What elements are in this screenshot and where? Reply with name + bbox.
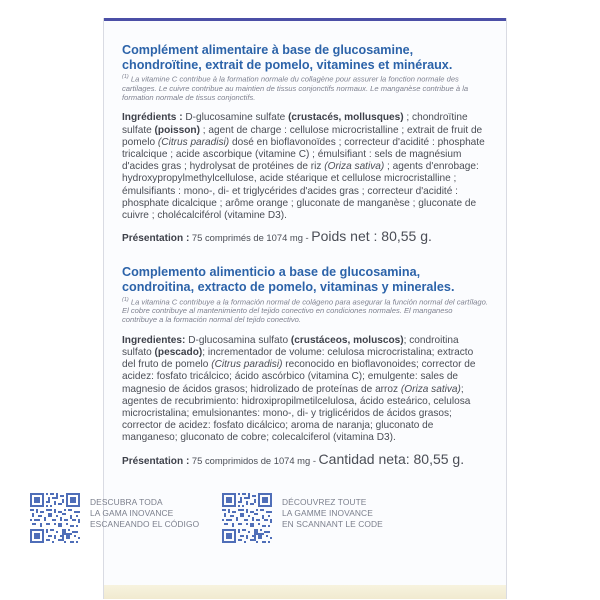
spanish-section	[122, 265, 488, 467]
french-ingredients-label: Ingrédients :	[122, 112, 183, 124]
spanish-allergen-shellfish: (crustáceos, moluscos)	[290, 334, 404, 346]
french-allergen-shellfish: (crustacés, mollusques)	[288, 112, 404, 124]
qr-code-icon[interactable]	[222, 493, 272, 543]
qr-caption-line: DÉCOUVREZ TOUTE	[282, 497, 367, 507]
qr-caption-line: LA GAMA INOVANCE	[90, 507, 174, 518]
french-footnote	[122, 73, 488, 102]
spanish-allergen-fish: (pescado)	[154, 346, 203, 358]
french-title: Complément alimentaire à base de glucosamine, chondroïtine, extrait de pomelo, vitamines et minéraux.	[122, 43, 453, 72]
spanish-ing-5: ; agentes de recubrimiento: hidroxipropilmetilcelulosa, ácido esteárico, celulosa microcristalina; emulsionantes: mono-, di- y triglicéridos de ácidos grasos; corrector de acidez: fosfato dicálcico; aroma de naranja; gluconato de manganeso; gluconato de cobre; colecalciferol (vitamina D3).	[122, 383, 471, 444]
spanish-presentation	[122, 450, 488, 468]
french-presentation-text: 75 comprimés de 1074 mg -	[189, 232, 312, 244]
french-ingredients	[122, 112, 488, 222]
qr-block-spanish	[30, 493, 210, 543]
french-latin-oriza: (Oriza sativa)	[324, 161, 385, 173]
bottom-cream-edge	[104, 585, 506, 599]
spanish-footnote	[122, 296, 488, 325]
french-ing-2: ; chondroïtine sulfate	[122, 112, 468, 136]
spanish-latin-citrus: (Citrus paradisi)	[211, 359, 283, 371]
french-ing-1: D-glucosamine sulfate	[182, 112, 289, 124]
spanish-footnote-text: La vitamina C contribuye a la formación normal de colágeno para asegurar la función normal del cartílago. El cobre contribuye al mantenimiento del tejido conectivo en condiciones normales. El manganeso contribuye a la formación normal del tejido conectivo.	[122, 297, 488, 325]
spanish-presentation-text: 75 comprimidos de 1074 mg -	[189, 454, 319, 466]
spanish-latin-oriza: (Oriza sativa)	[400, 383, 461, 395]
spanish-ingredients-label: Ingredientes:	[122, 334, 186, 346]
qr-code-icon[interactable]	[30, 493, 80, 543]
french-ing-5: ; agents d'enrobage: hydroxypropylmethylcellulose, acide stéarique et cellulose microcristalline ; émulsifiants : mono-, di- et triglycérides d'acides gras ; correcteur d'acidité : phosphate dicalcique ; arôme orange ; gluconate de manganèse ; gluconate de cuivre ; cholécalciférol (vitamine D3).	[122, 161, 479, 221]
french-allergen-fish: (poisson)	[154, 124, 200, 136]
spanish-ingredients	[122, 335, 488, 445]
spanish-title: Complemento alimenticio a base de glucosamina, condroitina, extracto de pomelo, vitaminas y minerales.	[122, 265, 455, 294]
spanish-ing-3: ; incrementador de volume: celulosa microcristalina; extracto del fruto de pomelo	[122, 346, 474, 371]
french-section	[122, 43, 488, 245]
qr-caption-line: EN SCANNANT LE CODE	[282, 518, 383, 529]
french-ing-4: dosé en bioflavonoïdes ; correcteur d'acidité : phosphate tricalcique ; acide ascorbique (vitamine C) ; émulsifiant : sels de magnésium d'acides gras ; hydrolysat de protéines de riz	[122, 136, 485, 173]
top-background	[0, 0, 600, 18]
spanish-ing-1: D-glucosamina sulfato	[185, 334, 291, 346]
spanish-footnote-marker: (1)	[122, 296, 129, 303]
french-net-weight: Poids net : 80,55 g.	[311, 228, 432, 245]
qr-block-french	[222, 493, 402, 543]
spanish-ing-4: reconocido en bioflavonoides; corrector de acidez: fosfato tricálcico; ácido ascórbico (vitamina C); emulgente: sales de magnesio de ácidos grasos; hidrolizado de proteínas de arroz	[122, 359, 476, 395]
qr-caption-line: ESCANEANDO EL CÓDIGO	[90, 518, 200, 529]
french-latin-citrus: (Citrus paradisi)	[157, 136, 230, 148]
french-footnote-text: La vitamine C contribue à la formation normale du collagène pour assurer la fonction normale des cartilages. Le cuivre contribue au maintien de tissus conjonctifs normaux. Le manganèse contribue à la formation normale de tissus conjonctifs.	[122, 74, 469, 103]
qr-caption-line: LA GAMME INOVANCE	[282, 507, 373, 518]
qr-caption-line: DESCUBRA TODA	[90, 497, 163, 507]
french-presentation-label: Présentation :	[122, 233, 190, 245]
spanish-net-weight: Cantidad neta: 80,55 g.	[318, 450, 465, 467]
french-ing-3: ; agent de charge : cellulose microcristalline ; extrait de fruit de pomelo	[122, 124, 483, 148]
spanish-presentation-label: Présentation :	[122, 455, 190, 467]
qr-caption-french	[282, 497, 412, 529]
french-presentation	[122, 230, 488, 245]
spanish-ing-2: ; condroitina sulfato	[122, 334, 459, 358]
label-content	[122, 43, 488, 488]
qr-caption-spanish	[90, 497, 220, 529]
french-footnote-marker: (1)	[122, 74, 129, 81]
